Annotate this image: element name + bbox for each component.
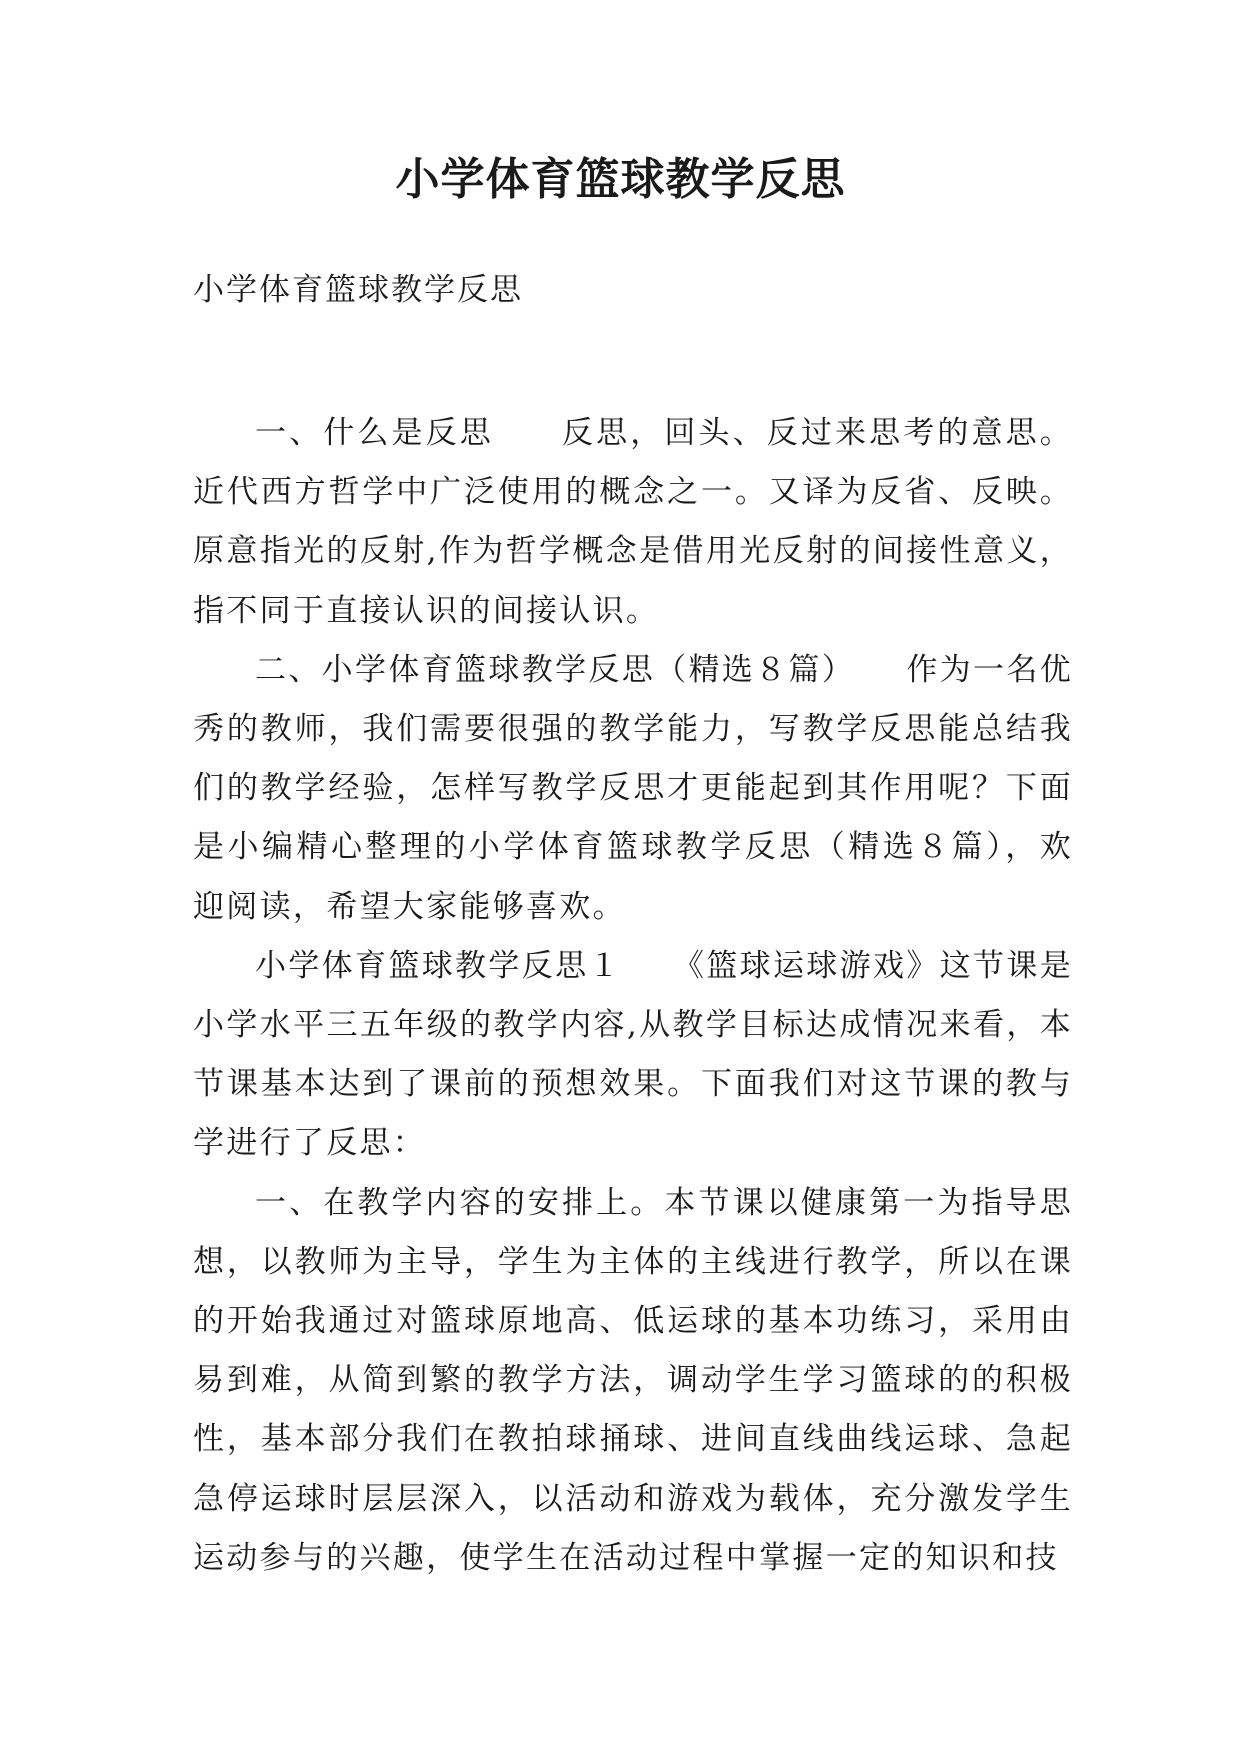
body-paragraph: 一、什么是反思 反思，回头、反过来思考的意思。近代西方哲学中广泛使用的概念之一。又译为反省、反映。原意指光的反射,作为哲学概念是借用光反射的间接性意义，指不同于直接认识的间接认识。 — [193, 415, 1073, 629]
document-body — [193, 404, 1073, 1588]
body-paragraph: 一、在教学内容的安排上。本节课以健康第一为指导思想，以教师为主导，学生为主体的主线进行教学，所以在课的开始我通过对篮球原地高、低运球的基本功练习，采用由易到难，从简到繁的教学方法，调动学生学习篮球的的积极性，基本部分我们在教拍球捅球、进间直线曲线运球、急起急停运球时层层深入，以活动和游戏为载体，充分激发学生运动参与的兴趣，使学生在活动过程中掌握一定的知识和技 — [193, 1184, 1073, 1576]
document-subtitle: 小学体育篮球教学反思 — [193, 272, 523, 308]
document-title: 小学体育篮球教学反思 — [395, 154, 846, 205]
body-paragraph: 小学体育篮球教学反思１ 《篮球运球游戏》这节课是小学水平三五年级的教学内容,从教学目标达成情况来看，本节课基本达到了课前的预想效果。下面我们对这节课的教与学进行了反思： — [193, 947, 1073, 1162]
body-paragraph: 二、小学体育篮球教学反思（精选８篇） 作为一名优秀的教师，我们需要很强的教学能力，写教学反思能总结我们的教学经验，怎样写教学反思才更能起到其作用呢？下面是小编精心整理的小学体育篮球教学反思（精选８篇），欢迎阅读，希望大家能够喜欢。 — [193, 651, 1073, 925]
